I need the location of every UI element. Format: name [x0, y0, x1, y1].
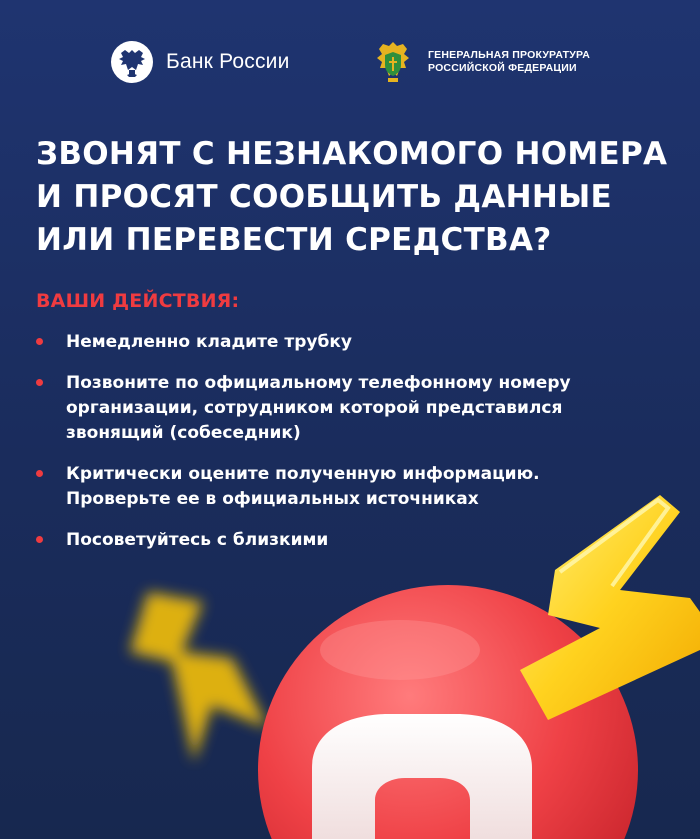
bank-name: Банк России	[166, 50, 290, 73]
bullet-dot-icon	[36, 379, 43, 386]
bullet-dot-icon	[36, 470, 43, 477]
bullet-dot-icon	[36, 338, 43, 345]
action-item	[36, 528, 656, 553]
actions-list	[36, 330, 656, 569]
prosecutor-general-logo	[370, 38, 590, 86]
action-item	[36, 462, 656, 512]
prosecutor-name	[428, 49, 590, 75]
action-text: Проверьте ее в официальных источниках	[66, 489, 479, 509]
action-text: Посоветуйтесь с близкими	[66, 530, 329, 550]
phone-handset-icon	[312, 714, 532, 839]
action-text: Позвоните по официальному телефонному номеру	[66, 373, 571, 393]
action-text: звонящий (собеседник)	[66, 423, 301, 443]
page-title	[36, 133, 686, 262]
action-text: организации, сотрудником которой представился	[66, 398, 563, 418]
headline-line: ИЛИ ПЕРЕВЕСТИ СРЕДСТВА?	[36, 222, 552, 258]
prosecutor-name-line2: РОССИЙСКОЙ ФЕДЕРАЦИИ	[428, 62, 577, 74]
prosecutor-name-line1: ГЕНЕРАЛЬНАЯ ПРОКУРАТУРА	[428, 49, 591, 61]
action-item	[36, 371, 656, 446]
prosecutor-emblem-icon	[370, 38, 416, 86]
bullet-dot-icon	[36, 536, 43, 543]
action-text: Критически оцените полученную информацию.	[66, 464, 540, 484]
bank-of-russia-logo	[110, 40, 290, 84]
headline-line: ЗВОНЯТ С НЕЗНАКОМОГО НОМЕРА	[36, 136, 668, 172]
actions-title: ВАШИ ДЕЙСТВИЯ:	[36, 290, 240, 312]
lightning-bolt-left-icon	[130, 592, 268, 762]
headline-line: И ПРОСЯТ СООБЩИТЬ ДАННЫЕ	[36, 179, 612, 215]
action-item	[36, 330, 656, 355]
hang-up-button-icon	[258, 585, 638, 839]
double-headed-eagle-icon	[110, 40, 154, 84]
action-text: Немедленно кладите трубку	[66, 332, 352, 352]
